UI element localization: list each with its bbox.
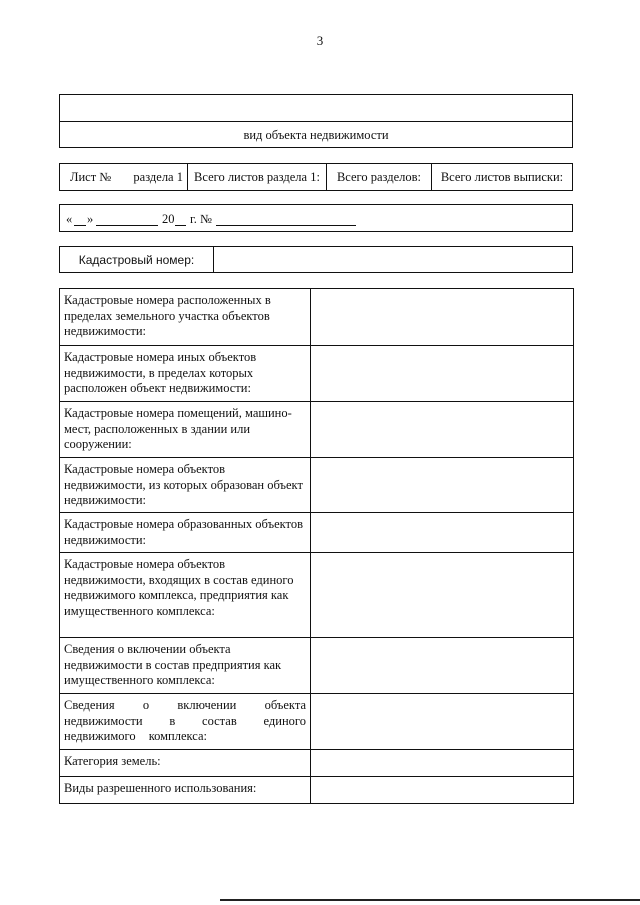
- row-label: Кадастровые номера расположенных в пределах земельного участка объектов недвижимости:: [60, 289, 311, 346]
- row-value: [311, 513, 574, 553]
- total-sheets-section-cell: Всего листов раздела 1:: [187, 164, 326, 190]
- row-value: [311, 553, 574, 638]
- row-label: Виды разрешенного использования:: [60, 777, 311, 804]
- row-label: Кадастровые номера образованных объектов недвижимости:: [60, 513, 311, 553]
- quote-open: «: [66, 212, 73, 226]
- number-blank-line: [216, 225, 356, 226]
- row-value: [311, 694, 574, 750]
- row-label: Категория земель:: [60, 750, 311, 777]
- year-blank-line: [175, 225, 186, 226]
- header-divider: [60, 121, 572, 122]
- row-label: Сведения о включении объекта недвижимости в состав предприятия как имущественного комплекса:: [60, 638, 311, 694]
- table-row: [60, 402, 574, 458]
- sheet-no-label: Лист №: [70, 169, 112, 184]
- year-suffix: г. №: [190, 212, 212, 226]
- row-label: Кадастровые номера объектов недвижимости, из которых образован объект недвижимости:: [60, 458, 311, 513]
- row-value: [311, 638, 574, 694]
- row-label: Кадастровые номера объектов недвижимости, входящих в состав единого недвижимого комплекса, предприятия как имущественного комплекса:: [60, 553, 311, 638]
- date-number-box: [59, 204, 573, 232]
- row-value: [311, 289, 574, 346]
- bottom-rule: [220, 899, 640, 901]
- total-sections-cell: Всего разделов:: [326, 164, 431, 190]
- object-header-box: [59, 94, 573, 148]
- section-label: раздела 1: [133, 169, 183, 184]
- object-kind-label: вид объекта недвижимости: [243, 128, 389, 142]
- cadastral-number-label: Кадастровый номер:: [60, 247, 214, 272]
- table-row: [60, 694, 574, 750]
- sheet-info-row: [59, 163, 573, 191]
- table-row: [60, 750, 574, 777]
- year-prefix: 20: [162, 212, 175, 226]
- row-value: [311, 777, 574, 804]
- row-label: Кадастровые номера иных объектов недвижимости, в пределах которых расположен объект недвижимости:: [60, 346, 311, 402]
- table-row: [60, 346, 574, 402]
- page-number: 3: [316, 33, 324, 48]
- table-row: [60, 458, 574, 513]
- day-blank-line: [74, 225, 86, 226]
- quote-close: »: [87, 212, 94, 226]
- table-row: [60, 553, 574, 638]
- row-value: [311, 402, 574, 458]
- details-table: [59, 288, 574, 804]
- row-value: [311, 458, 574, 513]
- row-value: [311, 750, 574, 777]
- table-row: [60, 289, 574, 346]
- table-row: [60, 777, 574, 804]
- row-label: Кадастровые номера помещений, машино-мест, расположенных в здании или сооружении:: [60, 402, 311, 458]
- month-blank-line: [96, 225, 158, 226]
- sheet-number-cell: [60, 164, 187, 190]
- table-row: [60, 513, 574, 553]
- row-label: Сведения о включении объекта недвижимости в состав единого недвижимого комплекса:: [60, 694, 311, 750]
- total-sheets-extract-cell: Всего листов выписки:: [431, 164, 572, 190]
- cadastral-number-box: [59, 246, 573, 273]
- table-row: [60, 638, 574, 694]
- row-value: [311, 346, 574, 402]
